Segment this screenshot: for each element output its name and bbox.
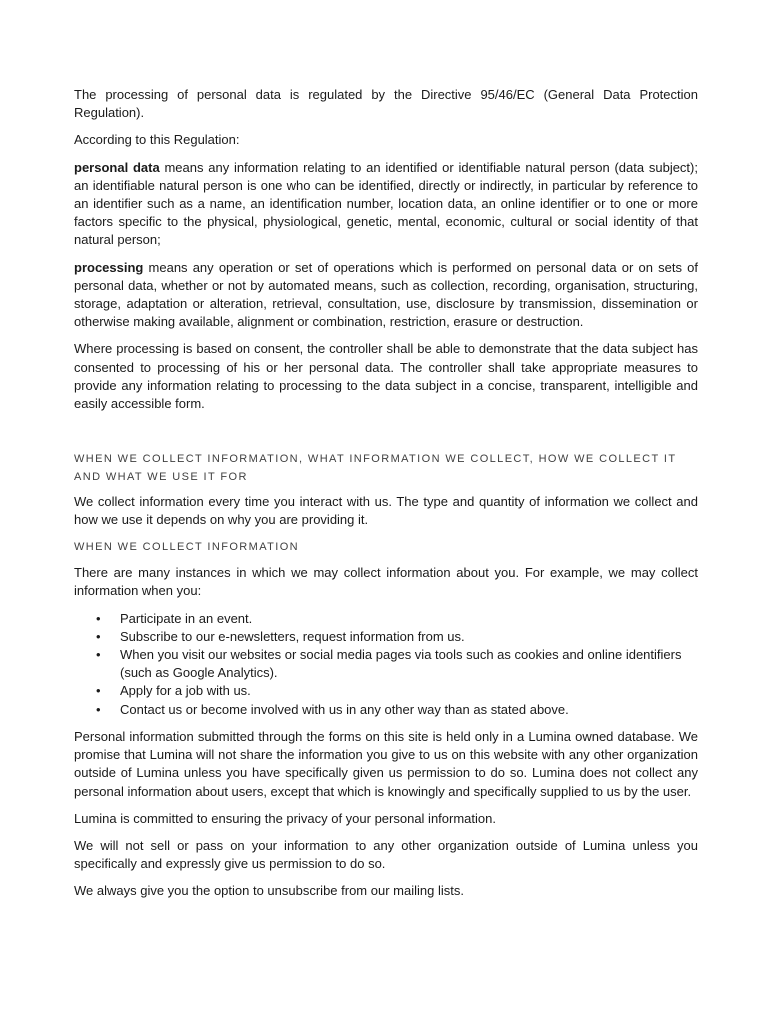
regulation-lead: According to this Regulation: (74, 132, 240, 148)
consent-paragraph: Where processing is based on consent, the controller shall be able to demonstrate that the data subject has consented to processing of his or her personal data. The controller shall take appropriate measures to provide any information relating to processing to the data subject in a concise, transparent, intelligible and easily accessible form. (74, 341, 698, 412)
list-item: • Participate in an event. (74, 610, 698, 628)
personal-data-term: personal data (74, 159, 160, 175)
list-item: • When you visit our websites or social media pages via tools such as cookies and online identifiers (such as Google Analytics). (74, 646, 698, 682)
list-item: • Apply for a job with us. (74, 682, 698, 700)
personal-data-definition (74, 159, 698, 250)
section-heading-collection: WHEN WE COLLECT INFORMATION, WHAT INFORMATION WE COLLECT, HOW WE COLLECT IT AND WHAT WE USE IT FOR (74, 453, 677, 484)
personal-data-text: means any information relating to an identified or identifiable natural person (data subject); an identifiable natural person is one who can be identified, directly or indirectly, in particular by reference to an identifier such as a name, an identification number, location data, an online identifier or to one or more factors specific to the physical, physiological, genetic, mental, economic, cultural or social identity of that natural person; (74, 159, 698, 248)
collection-list (74, 610, 698, 719)
document-page (74, 86, 698, 910)
list-item: • Contact us or become involved with us in any other way than as stated above. (74, 701, 698, 719)
list-item: • Subscribe to our e-newsletters, request information from us. (74, 628, 698, 646)
no-sale-paragraph: We will not sell or pass on your information to any other organization outside of Lumina unless you specifically and expressly give us permission to do so. (74, 837, 698, 872)
intro-paragraph: The processing of personal data is regulated by the Directive 95/46/EC (General Data Protection Regulation). (74, 87, 698, 121)
section-heading-when: WHEN WE COLLECT INFORMATION (74, 541, 300, 554)
when-paragraph: There are many instances in which we may collect information about you. For example, we may collect information when you: (74, 565, 698, 599)
processing-definition (74, 259, 698, 332)
commitment-paragraph: Lumina is committed to ensuring the privacy of your personal information. (74, 810, 496, 826)
processing-text: means any operation or set of operations which is performed on personal data or on sets of personal data, whether or not by automated means, such as collection, recording, organisation, structuring, storage, adaptation or alteration, retrieval, consultation, use, disclosure by transmission, dissemination or otherwise making available, alignment or combination, restriction, erasure or destruction. (74, 259, 698, 330)
collection-paragraph: We collect information every time you interact with us. The type and quantity of information we collect and how we use it depends on why you are providing it. (74, 493, 698, 527)
unsubscribe-paragraph: We always give you the option to unsubscribe from our mailing lists. (74, 883, 464, 899)
processing-term: processing (74, 259, 144, 275)
storage-paragraph: Personal information submitted through the forms on this site is held only in a Lumina owned database. We promise that Lumina will not share the information you give to us on this website with any other organization outside of Lumina unless you have specifically given us permission to do so. Lumina does not collect any personal information about users, except that which is knowingly and specifically supplied to us by the user. (74, 728, 698, 799)
